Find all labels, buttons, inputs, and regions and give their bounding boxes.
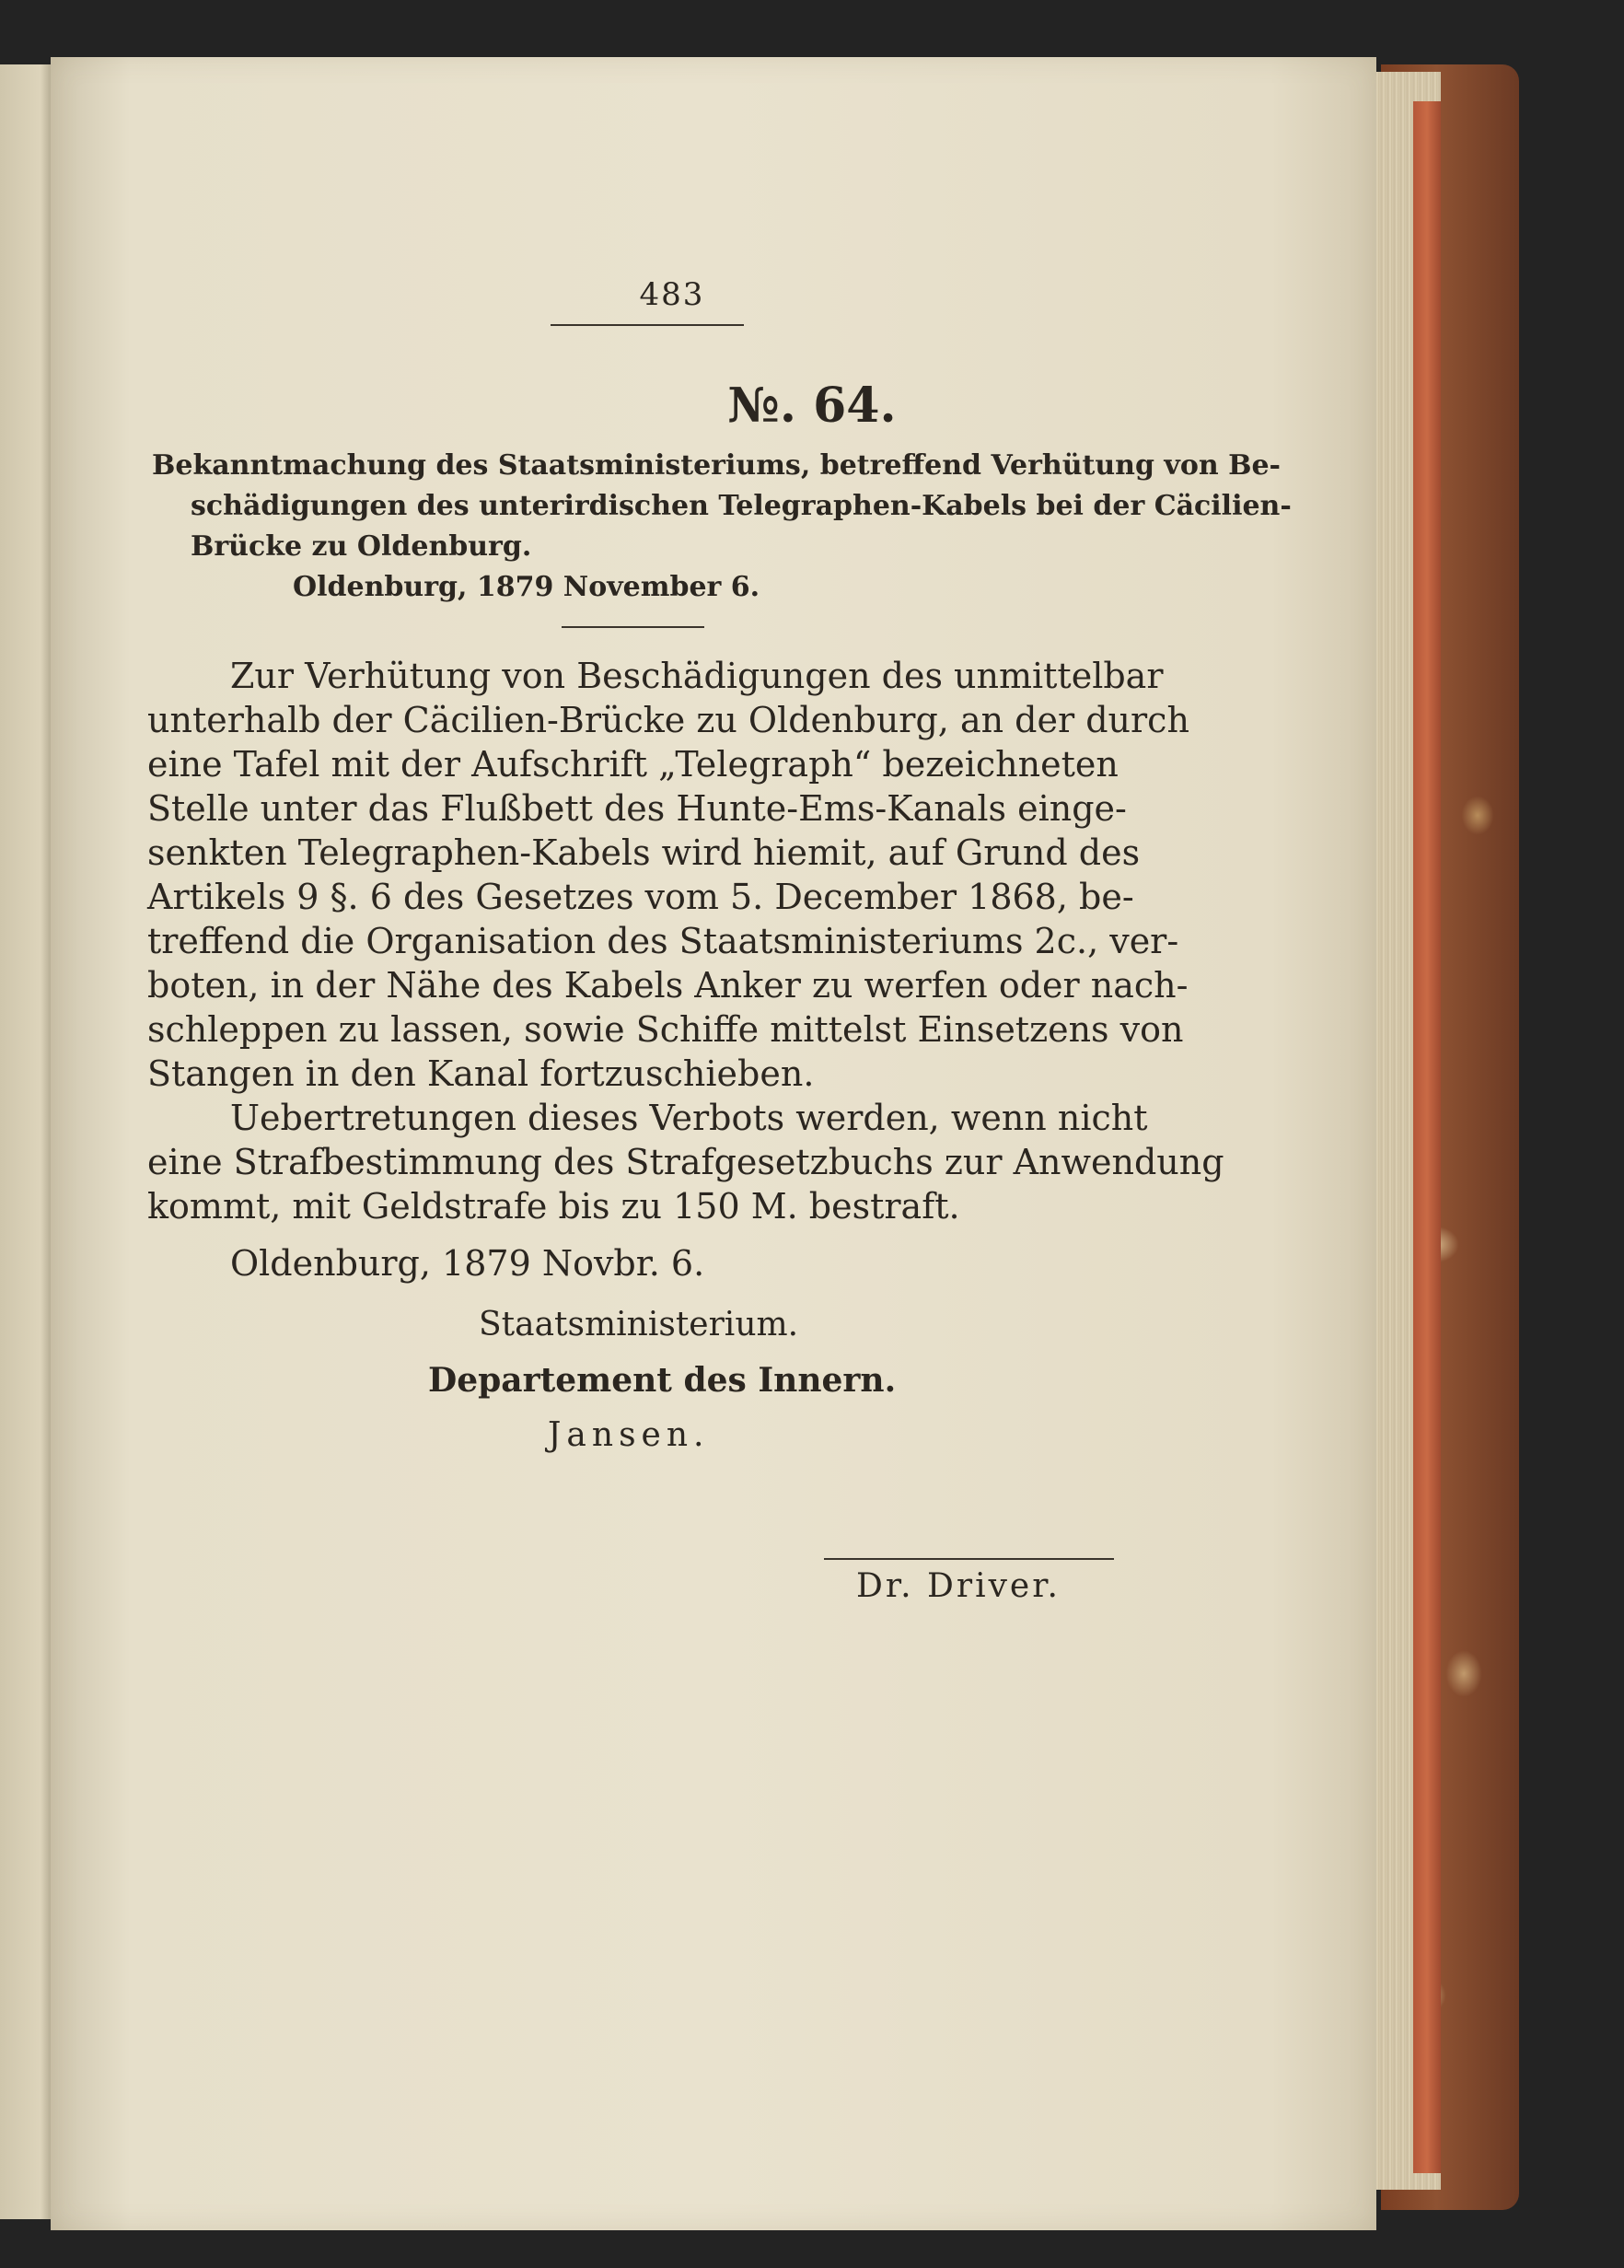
body-line-12: eine Strafbestimmung des Strafgesetzbuchs zur Anwendung xyxy=(147,1142,1224,1182)
heading-date: Oldenburg, 1879 November 6. xyxy=(293,571,760,603)
document-number: №. 64. xyxy=(727,378,897,434)
date-line: Oldenburg, 1879 Novbr. 6. xyxy=(230,1243,705,1284)
signature-ministry: Staatsministerium. xyxy=(479,1306,799,1343)
signature-department: Departement des Innern. xyxy=(428,1361,897,1400)
body-line-9: schleppen zu lassen, sowie Schiffe mittelst Einsetzens von xyxy=(147,1009,1184,1050)
body-line-7: treffend die Organisation des Staatsministeriums 2c., ver- xyxy=(147,921,1179,961)
body-line-4: Stelle unter das Flußbett des Hunte-Ems-Kanals einge- xyxy=(147,788,1127,829)
countersign-rule xyxy=(824,1558,1114,1560)
signature-name: Jansen. xyxy=(548,1416,710,1454)
body-line-3: eine Tafel mit der Aufschrift „Telegraph“ bezeichneten xyxy=(147,744,1119,785)
heading-line-3: Brücke zu Oldenburg. xyxy=(191,530,532,563)
body-line-13: kommt, mit Geldstrafe bis zu 150 M. bestraft. xyxy=(147,1186,960,1227)
body-line-2: unterhalb der Cäcilien-Brücke zu Oldenburg, an der durch xyxy=(147,700,1189,740)
body-line-8: boten, in der Nähe des Kabels Anker zu werfen oder nach- xyxy=(147,965,1189,1006)
body-line-5: senkten Telegraphen-Kabels wird hiemit, auf Grund des xyxy=(147,832,1141,873)
heading-line-1: Bekanntmachung des Staatsministeriums, betreffend Verhütung von Be- xyxy=(152,449,1282,482)
heading-line-2: schädigungen des unterirdischen Telegraphen-Kabels bei der Cäcilien- xyxy=(191,490,1292,522)
page-number-rule xyxy=(551,324,744,326)
body-line-11: Uebertretungen dieses Verbots werden, wenn nicht xyxy=(230,1098,1148,1138)
page-number: 483 xyxy=(639,276,705,313)
signature-countersign: Dr. Driver. xyxy=(856,1567,1061,1605)
body-line-1: Zur Verhütung von Beschädigungen des unmittelbar xyxy=(230,656,1164,696)
body-line-6: Artikels 9 §. 6 des Gesetzes vom 5. December 1868, be- xyxy=(147,877,1134,917)
body-line-10: Stangen in den Kanal fortzuschieben. xyxy=(147,1053,815,1094)
heading-rule xyxy=(562,626,704,628)
